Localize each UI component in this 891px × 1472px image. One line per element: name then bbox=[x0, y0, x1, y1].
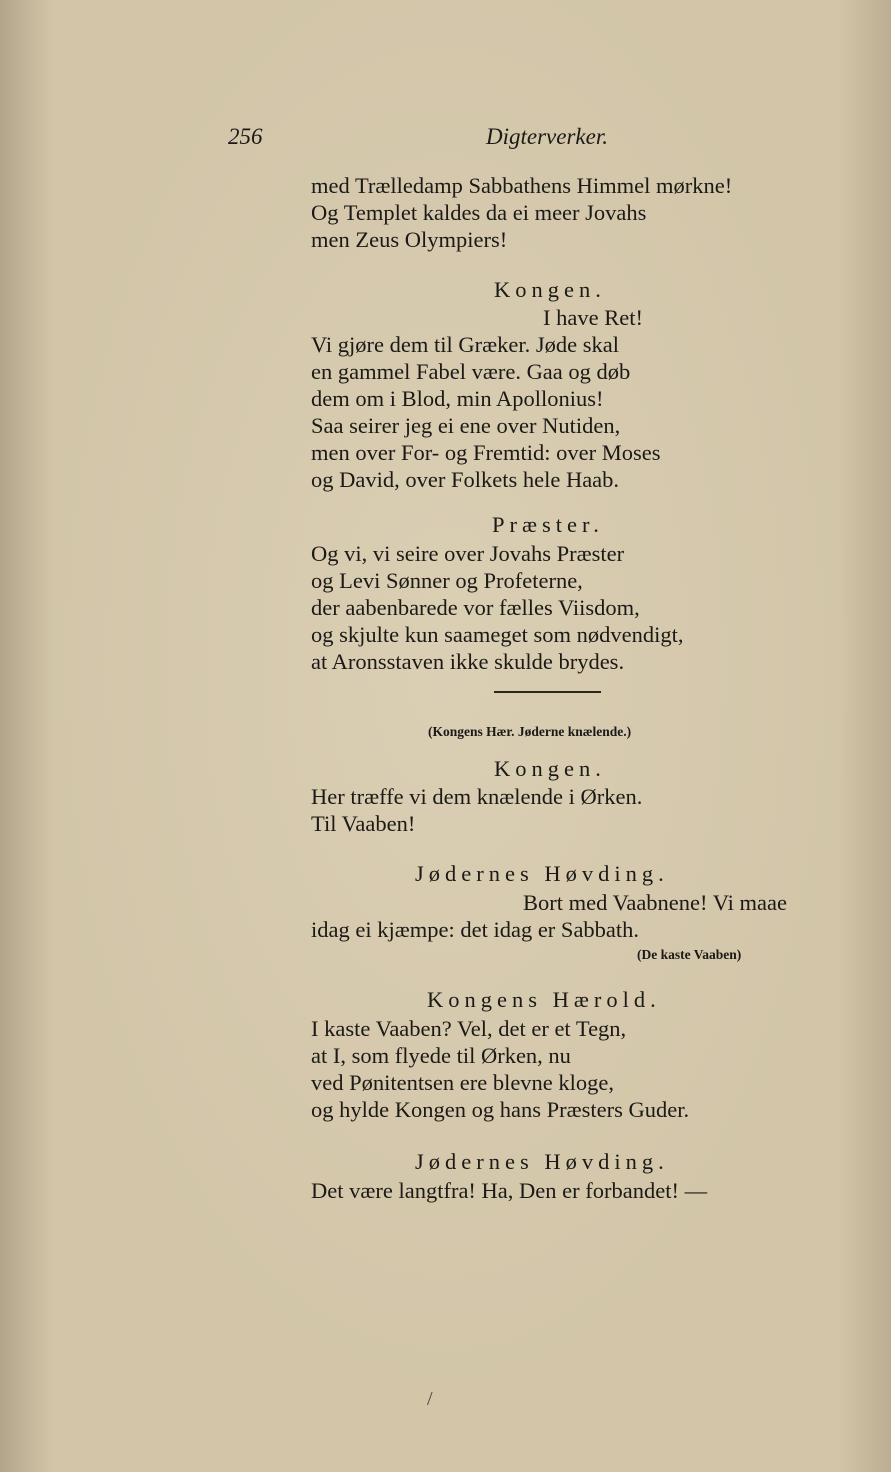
verse-line: Saa seirer jeg ei ene over Nutiden, bbox=[311, 413, 621, 438]
verse-line: Her træffe vi dem knælende i Ørken. bbox=[311, 784, 643, 809]
speaker-name: Kongens Hærold. bbox=[427, 987, 661, 1012]
verse-line: med Trælledamp Sabbathens Himmel mørkne! bbox=[311, 173, 733, 198]
verse-line: og Levi Sønner og Profeterne, bbox=[311, 568, 583, 593]
verse-line: en gammel Fabel være. Gaa og døb bbox=[311, 359, 631, 384]
verse-line: Og Templet kaldes da ei meer Jovahs bbox=[311, 200, 647, 225]
scene-direction: (Kongens Hær. Jøderne knælende.) bbox=[428, 724, 632, 739]
verse-line: Bort med Vaabnene! Vi maae bbox=[523, 890, 787, 915]
verse-line: dem om i Blod, min Apollonius! bbox=[311, 386, 604, 411]
speaker-name: Jødernes Høvding. bbox=[415, 861, 669, 886]
verse-line: Til Vaaben! bbox=[311, 811, 416, 836]
verse-line: Og vi, vi seire over Jovahs Præster bbox=[311, 541, 625, 566]
verse-line: men over For- og Fremtid: over Moses bbox=[311, 440, 661, 465]
verse-line: Vi gjøre dem til Græker. Jøde skal bbox=[311, 332, 619, 357]
verse-line: men Zeus Olympiers! bbox=[311, 227, 508, 252]
speaker-name: Kongen. bbox=[494, 756, 606, 781]
verse-line: idag ei kjæmpe: det idag er Sabbath. bbox=[311, 917, 640, 942]
page-number: 256 bbox=[228, 124, 263, 149]
verse-line: og hylde Kongen og hans Præsters Guder. bbox=[311, 1097, 690, 1122]
verse-line: Det være langtfra! Ha, Den er forbandet! — bbox=[311, 1178, 708, 1203]
speaker-name: Præster. bbox=[492, 512, 604, 537]
verse-line: og David, over Folkets hele Haab. bbox=[311, 467, 620, 492]
speaker-name: Kongen. bbox=[494, 277, 606, 302]
verse-line: ved Pønitentsen ere blevne kloge, bbox=[311, 1070, 615, 1095]
speaker-name: Jødernes Høvding. bbox=[415, 1149, 669, 1174]
section-divider bbox=[494, 691, 601, 693]
verse-line: der aabenbarede vor fælles Viisdom, bbox=[311, 595, 640, 620]
verse-line: I kaste Vaaben? Vel, det er et Tegn, bbox=[311, 1016, 627, 1041]
verse-line: I have Ret! bbox=[543, 305, 643, 330]
verse-line: at I, som flyede til Ørken, nu bbox=[311, 1043, 571, 1068]
running-title: Digterverker. bbox=[486, 124, 608, 149]
pencil-mark: / bbox=[427, 1388, 433, 1410]
stage-direction: (De kaste Vaaben) bbox=[637, 947, 742, 962]
verse-line: at Aronsstaven ikke skulde brydes. bbox=[311, 649, 625, 674]
verse-line: og skjulte kun saameget som nødvendigt, bbox=[311, 622, 684, 647]
